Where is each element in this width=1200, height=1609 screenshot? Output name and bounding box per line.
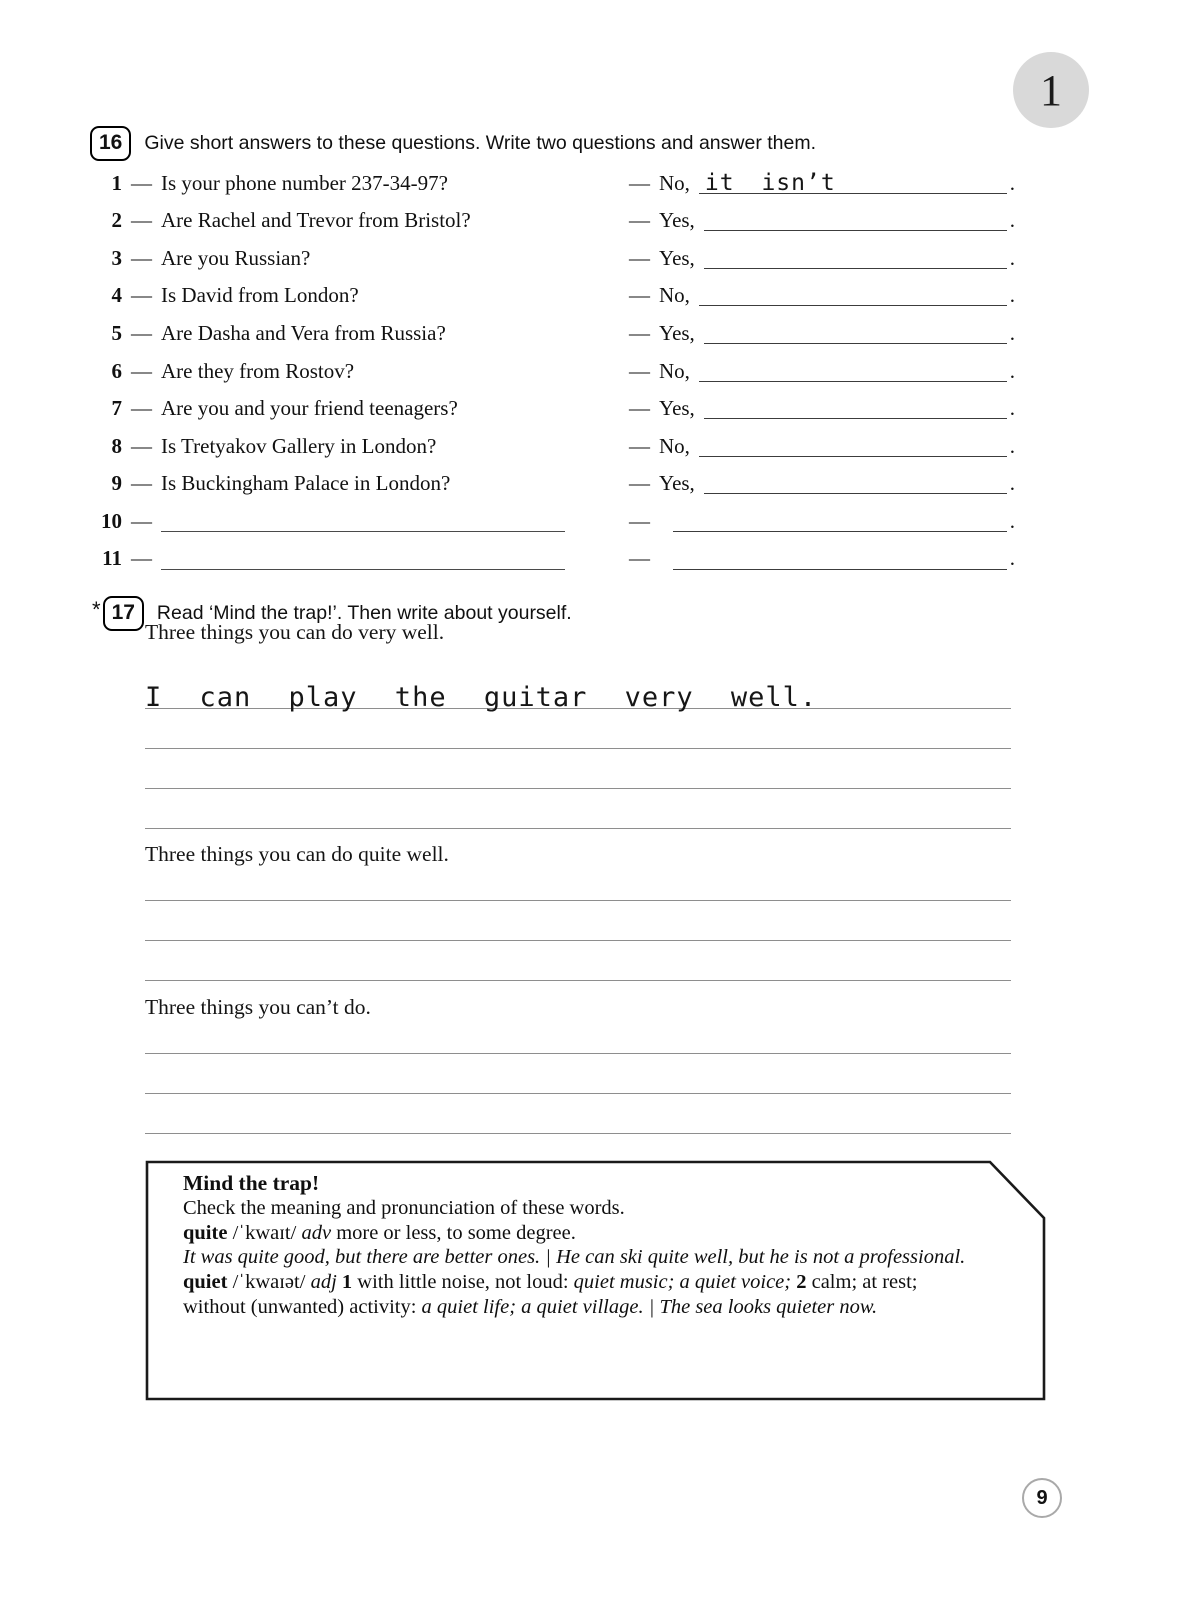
writing-line[interactable] [145,1054,1011,1094]
period: . [1009,433,1015,458]
question-text: Are you and your friend teenagers? [161,396,458,421]
answer-blank[interactable] [699,165,1007,194]
answer-prefix: Yes, [659,320,695,345]
question-row-9 [90,464,1015,502]
question-text: Is Buckingham Palace in London? [161,471,451,496]
dash: — [131,546,152,571]
section-heading-cant-do: Three things you can’t do. [145,995,371,1019]
writing-line[interactable] [145,941,1011,981]
question-text: Is Tretyakov Gallery in London? [161,433,437,458]
answer-prefix: No, [659,283,690,308]
dash: — [629,208,650,233]
question-row-11 [90,539,1015,577]
writing-line[interactable] [145,709,1011,749]
trap-quiet-entry: quiet /ˈkwaɪət/ adj 1 with little noise, not loud: quiet music; a quiet voice; 2 calm; at rest; without (unwanted) activity: a quiet life; a quiet village. | The sea looks quieter now. [183,1271,918,1318]
dash: — [629,320,650,345]
answer-prefix: Yes, [659,245,695,270]
question-number: 6 [111,358,122,383]
question-text: Is David from London? [161,283,359,308]
question-number: 1 [111,170,122,195]
answer-blank[interactable] [699,353,1007,382]
question-blank[interactable] [161,507,565,532]
dash: — [131,170,152,195]
exercise-16-rows [90,163,1015,577]
question-number: 4 [111,283,122,308]
dash: — [629,170,650,195]
dash: — [131,358,152,383]
period: . [1009,508,1015,533]
exercise-16-number-box: 16 [90,126,131,161]
dash: — [131,471,152,496]
period: . [1009,396,1015,421]
mind-the-trap-box [145,1160,1047,1402]
dash: — [131,508,152,533]
unit-number: 1 [1040,65,1062,115]
answer-blank[interactable] [673,541,1007,570]
question-number: 2 [111,208,122,233]
writing-line[interactable] [145,1094,1011,1134]
answer-blank[interactable] [704,240,1007,269]
section-heading-quite-well: Three things you can do quite well. [145,842,449,866]
dash: — [629,358,650,383]
dash: — [131,208,152,233]
writing-section-very-well [145,669,1011,829]
period: . [1009,358,1015,383]
dash: — [629,508,650,533]
question-text: Are Rachel and Trevor from Bristol? [161,208,471,233]
question-blank[interactable] [161,545,565,570]
dash: — [629,471,650,496]
dash: — [131,396,152,421]
section-heading-very-well: Three things you can do very well. [145,620,445,644]
dash: — [629,283,650,308]
answer-blank[interactable] [704,315,1007,344]
dash: — [131,283,152,308]
period: . [1009,283,1015,308]
page-number: 9 [1036,1486,1048,1509]
dash: — [131,320,152,345]
answer-prefix: No, [659,358,690,383]
exercise-16-header [90,126,816,161]
answer-blank[interactable] [699,277,1007,306]
question-number: 8 [111,433,122,458]
question-row-1 [90,163,1015,201]
question-number: 7 [111,396,122,421]
question-text: Are they from Rostov? [161,358,355,383]
answer-blank[interactable] [673,503,1007,532]
question-number: 9 [111,471,122,496]
answer-blank[interactable] [704,390,1007,419]
question-row-10 [90,501,1015,539]
writing-line[interactable] [145,789,1011,829]
writing-section-cant-do [145,1014,1011,1134]
answer-prefix: No, [659,433,690,458]
question-number: 3 [111,245,122,270]
period: . [1009,208,1015,233]
question-row-4 [90,276,1015,314]
page-number-badge [1022,1478,1062,1518]
period: . [1009,471,1015,496]
question-row-2 [90,201,1015,239]
question-number: 11 [102,546,122,571]
writing-line[interactable] [145,669,1011,713]
writing-line[interactable] [145,901,1011,941]
handwritten-answer: it isn’t [704,169,836,196]
dash: — [131,433,152,458]
exercise-16-instruction: Give short answers to these questions. Write two questions and answer them. [144,132,816,154]
period: . [1009,245,1015,270]
dash: — [629,396,650,421]
exercise-17-instruction: Read ‘Mind the trap!’. Then write about yourself. [156,602,572,624]
dash: — [629,245,650,270]
trap-quite-examples: It was quite good, but there are better ones. | He can ski quite well, but he is not a professional. [183,1246,966,1269]
answer-prefix: Yes, [659,396,695,421]
answer-blank[interactable] [704,465,1007,494]
period: . [1009,546,1015,571]
answer-prefix: Yes, [659,471,695,496]
period: . [1009,170,1015,195]
answer-prefix: No, [659,170,690,195]
question-row-5 [90,313,1015,351]
period: . [1009,320,1015,345]
unit-number-badge [1013,52,1089,128]
answer-prefix: Yes, [659,208,695,233]
question-number: 10 [101,508,122,533]
asterisk: * [92,596,101,622]
writing-line[interactable] [145,861,1011,901]
dash: — [629,546,650,571]
exercise-17-number-box: 17 [103,596,144,631]
answer-blank[interactable] [699,428,1007,457]
answer-blank[interactable] [704,202,1007,231]
question-text: Are you Russian? [161,245,311,270]
question-row-8 [90,426,1015,464]
trap-quite-entry: quite /ˈkwaɪt/ adv more or less, to some degree. [183,1221,576,1244]
dash: — [629,433,650,458]
question-number: 5 [111,320,122,345]
writing-section-quite-well [145,861,1011,981]
writing-line[interactable] [145,749,1011,789]
question-text: Are Dasha and Vera from Russia? [161,320,446,345]
handwritten-sentence: I can play the guitar very well. [145,682,818,713]
trap-intro: Check the meaning and pronunciation of these words. [183,1196,625,1219]
question-row-7 [90,389,1015,427]
dash: — [131,245,152,270]
trap-title: Mind the trap! [183,1171,320,1195]
question-text: Is your phone number 237-34-97? [161,170,448,195]
writing-line[interactable] [145,1014,1011,1054]
question-row-6 [90,351,1015,389]
question-row-3 [90,238,1015,276]
